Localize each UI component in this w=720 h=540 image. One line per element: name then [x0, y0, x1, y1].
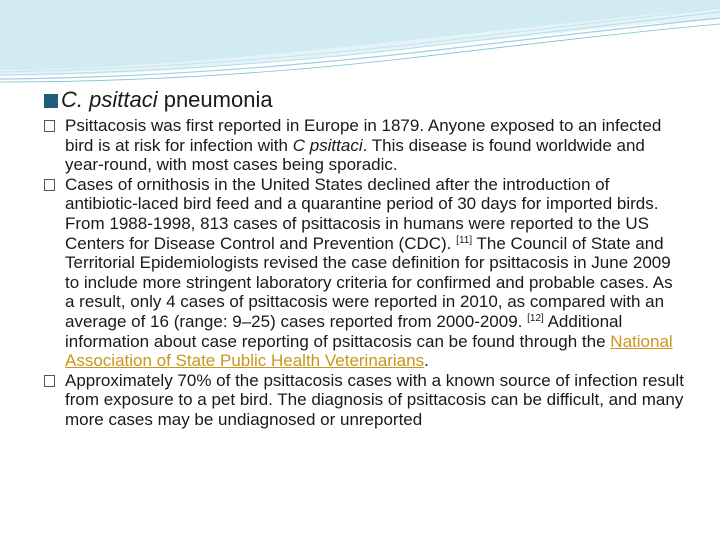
bullet-item-2	[44, 175, 684, 371]
nasphv-link[interactable]: National Association of State Public Health Veterinarians	[65, 331, 673, 371]
title-rest: pneumonia	[157, 87, 273, 112]
slide-title	[44, 86, 273, 114]
box-bullet-icon	[44, 179, 55, 191]
box-bullet-icon	[44, 375, 55, 387]
bullet-list	[44, 116, 684, 430]
box-bullet-icon	[44, 120, 55, 132]
reference-12[interactable]: [12]	[527, 312, 544, 324]
square-bullet-icon	[44, 94, 58, 108]
bullet-text-3: Approximately 70% of the psittacosis cases with a known source of infection result from exposure to a pet bird. The diagnosis of psittacosis can be difficult, and many more cases may be undiagnosed or unreported	[65, 370, 684, 429]
bullet-item-3	[44, 371, 684, 430]
title-italic: C. psittaci	[61, 87, 158, 112]
reference-11[interactable]: [11]	[456, 234, 473, 246]
bullet-item-1	[44, 116, 684, 175]
bullet-text-1: Psittacosis was first reported in Europe in 1879. Anyone exposed to an infected bird is at risk for infection with C psittaci. This disease is found worldwide and year-round, with most cases being sporadic.	[65, 116, 662, 175]
bullet-text-2: Cases of ornithosis in the United States declined after the introduction of antibiotic-laced bird feed and a quarantine period of 30 days for imported birds. From 1988-1998, 813 cases of psittacosis in humans were reported to the US Centers for Disease Control and Prevention (CDC). [11] The Council of State and Territorial Epidemiologists revised the case definition for psittacosis in June 2009 to include more stringent laboratory criteria for confirmed and probable cases. As a result, only 4 cases of psittacosis were reported in 2010, as compared with an average of 16 (range: 9–25) cases reported from 2000-2009. [12] Additional information about case reporting of psittacosis can be found through the National Association of State Public Health Veterinarians.	[65, 174, 673, 371]
header-wave-decoration	[0, 0, 720, 90]
